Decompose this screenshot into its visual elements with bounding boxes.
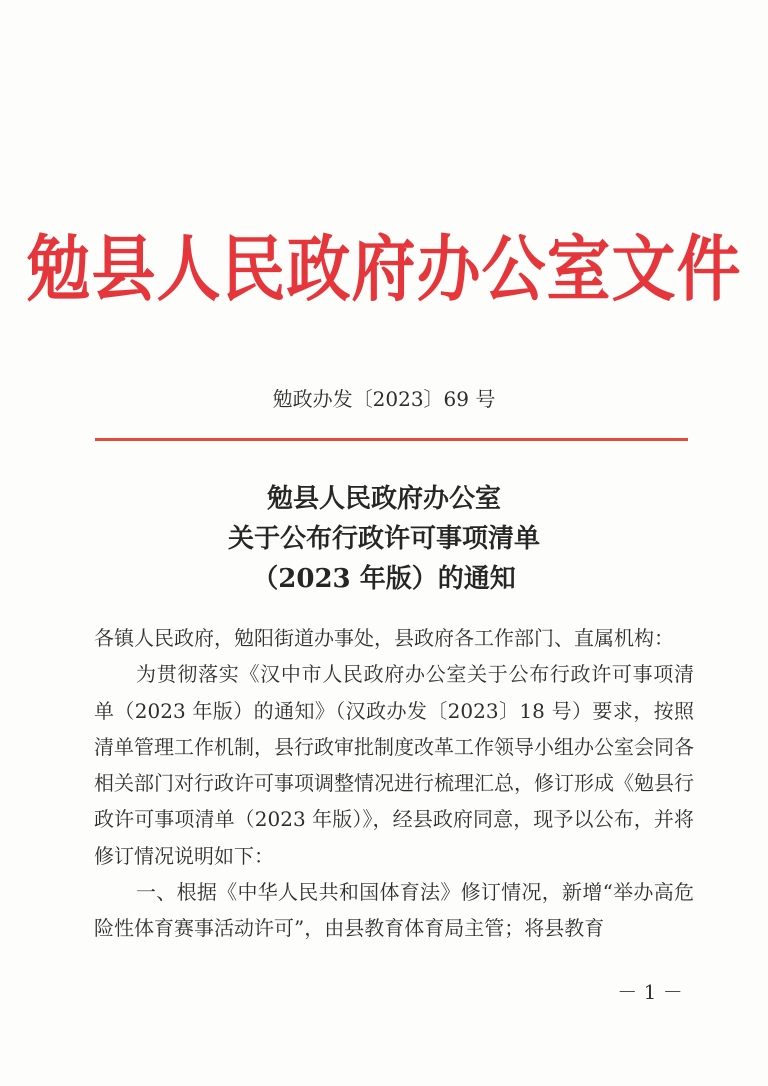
notice-title-line-2: 关于公布行政许可事项清单 <box>227 524 540 554</box>
notice-title-line-1: 勉县人民政府办公室 <box>266 484 501 514</box>
notice-body <box>94 620 694 947</box>
document-number: 勉政办发〔2023〕69 号 <box>272 387 496 411</box>
notice-title <box>0 479 768 599</box>
page-number: － 1 － <box>617 980 683 1004</box>
notice-title-line-3: （2023 年版）的通知 <box>252 564 516 594</box>
addressee-line: 各镇人民政府，勉阳街道办事处，县政府各工作部门、直属机构： <box>94 626 674 650</box>
body-paragraph-1: 为贯彻落实《汉中市人民政府办公室关于公布行政许可事项清单（2023 年版）的通知》（汉政办发〔2023〕18 号）要求，按照清单管理工作机制，县行政审批制度改革工作领导小组办公室会同各相关部门对行政许可事项调整情况进行梳理汇总，修订形成《勉县行政许可事项清单（2023 年版）》，经县政府同意，现予以公布，并将修订情况说明如下： <box>94 662 694 868</box>
body-paragraph-2: 一、根据《中华人民共和国体育法》修订情况，新增“举办高危险性体育赛事活动许可”，由县教育体育局主管；将县教育 <box>94 880 694 941</box>
red-divider-line <box>95 438 688 441</box>
document-header-title: 勉县人民政府办公室文件 <box>26 227 742 312</box>
